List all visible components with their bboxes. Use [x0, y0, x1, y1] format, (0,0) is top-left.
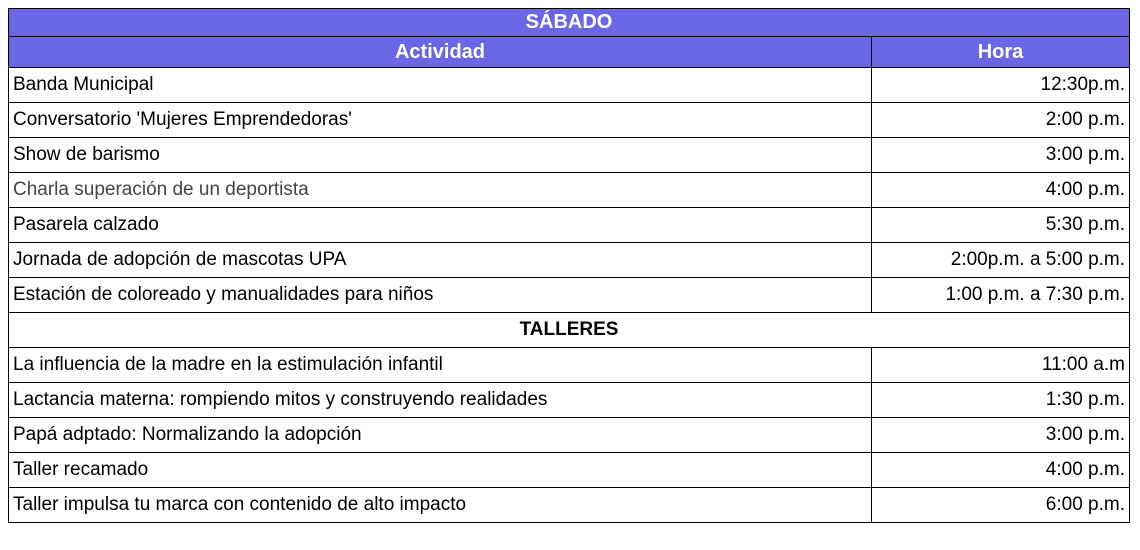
taller-time-cell[interactable]: 6:00 p.m. — [872, 488, 1130, 523]
activity-name-cell[interactable]: Banda Municipal — [9, 68, 872, 103]
activity-name-cell[interactable]: Show de barismo — [9, 138, 872, 173]
taller-row — [9, 348, 1130, 383]
activity-row — [9, 103, 1130, 138]
taller-row — [9, 488, 1130, 523]
activity-name-cell[interactable]: Estación de coloreado y manualidades para niños — [9, 278, 872, 313]
time-column-header[interactable]: Hora — [872, 37, 1130, 68]
activity-column-header[interactable]: Actividad — [9, 37, 872, 68]
taller-row — [9, 383, 1130, 418]
activity-row — [9, 243, 1130, 278]
taller-row — [9, 418, 1130, 453]
activity-time-cell[interactable]: 4:00 p.m. — [872, 173, 1130, 208]
taller-time-cell[interactable]: 1:30 p.m. — [872, 383, 1130, 418]
activity-time-cell[interactable]: 2:00p.m. a 5:00 p.m. — [872, 243, 1130, 278]
taller-name-cell[interactable]: Papá adptado: Normalizando la adopción — [9, 418, 872, 453]
taller-name-cell[interactable]: Taller recamado — [9, 453, 872, 488]
taller-row — [9, 453, 1130, 488]
taller-time-cell[interactable]: 3:00 p.m. — [872, 418, 1130, 453]
activity-row — [9, 278, 1130, 313]
activity-time-cell[interactable]: 3:00 p.m. — [872, 138, 1130, 173]
activity-row — [9, 138, 1130, 173]
activity-row — [9, 208, 1130, 243]
day-title[interactable]: SÁBADO — [9, 9, 1130, 37]
schedule-table — [8, 8, 1130, 523]
activity-name-cell[interactable]: Conversatorio 'Mujeres Emprendedoras' — [9, 103, 872, 138]
activity-name-cell[interactable]: Jornada de adopción de mascotas UPA — [9, 243, 872, 278]
taller-name-cell[interactable]: La influencia de la madre en la estimulación infantil — [9, 348, 872, 383]
taller-time-cell[interactable]: 4:00 p.m. — [872, 453, 1130, 488]
activity-time-cell[interactable]: 1:00 p.m. a 7:30 p.m. — [872, 278, 1130, 313]
talleres-section-row — [9, 313, 1130, 348]
activity-name-cell[interactable]: Charla superación de un deportista — [9, 173, 872, 208]
activity-row — [9, 68, 1130, 103]
activity-row — [9, 173, 1130, 208]
activity-time-cell[interactable]: 2:00 p.m. — [872, 103, 1130, 138]
column-header-row — [9, 37, 1130, 68]
activity-name-cell[interactable]: Pasarela calzado — [9, 208, 872, 243]
taller-name-cell[interactable]: Taller impulsa tu marca con contenido de alto impacto — [9, 488, 872, 523]
talleres-section-title[interactable]: TALLERES — [9, 313, 1130, 348]
activity-time-cell[interactable]: 12:30p.m. — [872, 68, 1130, 103]
taller-name-cell[interactable]: Lactancia materna: rompiendo mitos y construyendo realidades — [9, 383, 872, 418]
day-header-row — [9, 9, 1130, 37]
taller-time-cell[interactable]: 11:00 a.m — [872, 348, 1130, 383]
activity-time-cell[interactable]: 5:30 p.m. — [872, 208, 1130, 243]
